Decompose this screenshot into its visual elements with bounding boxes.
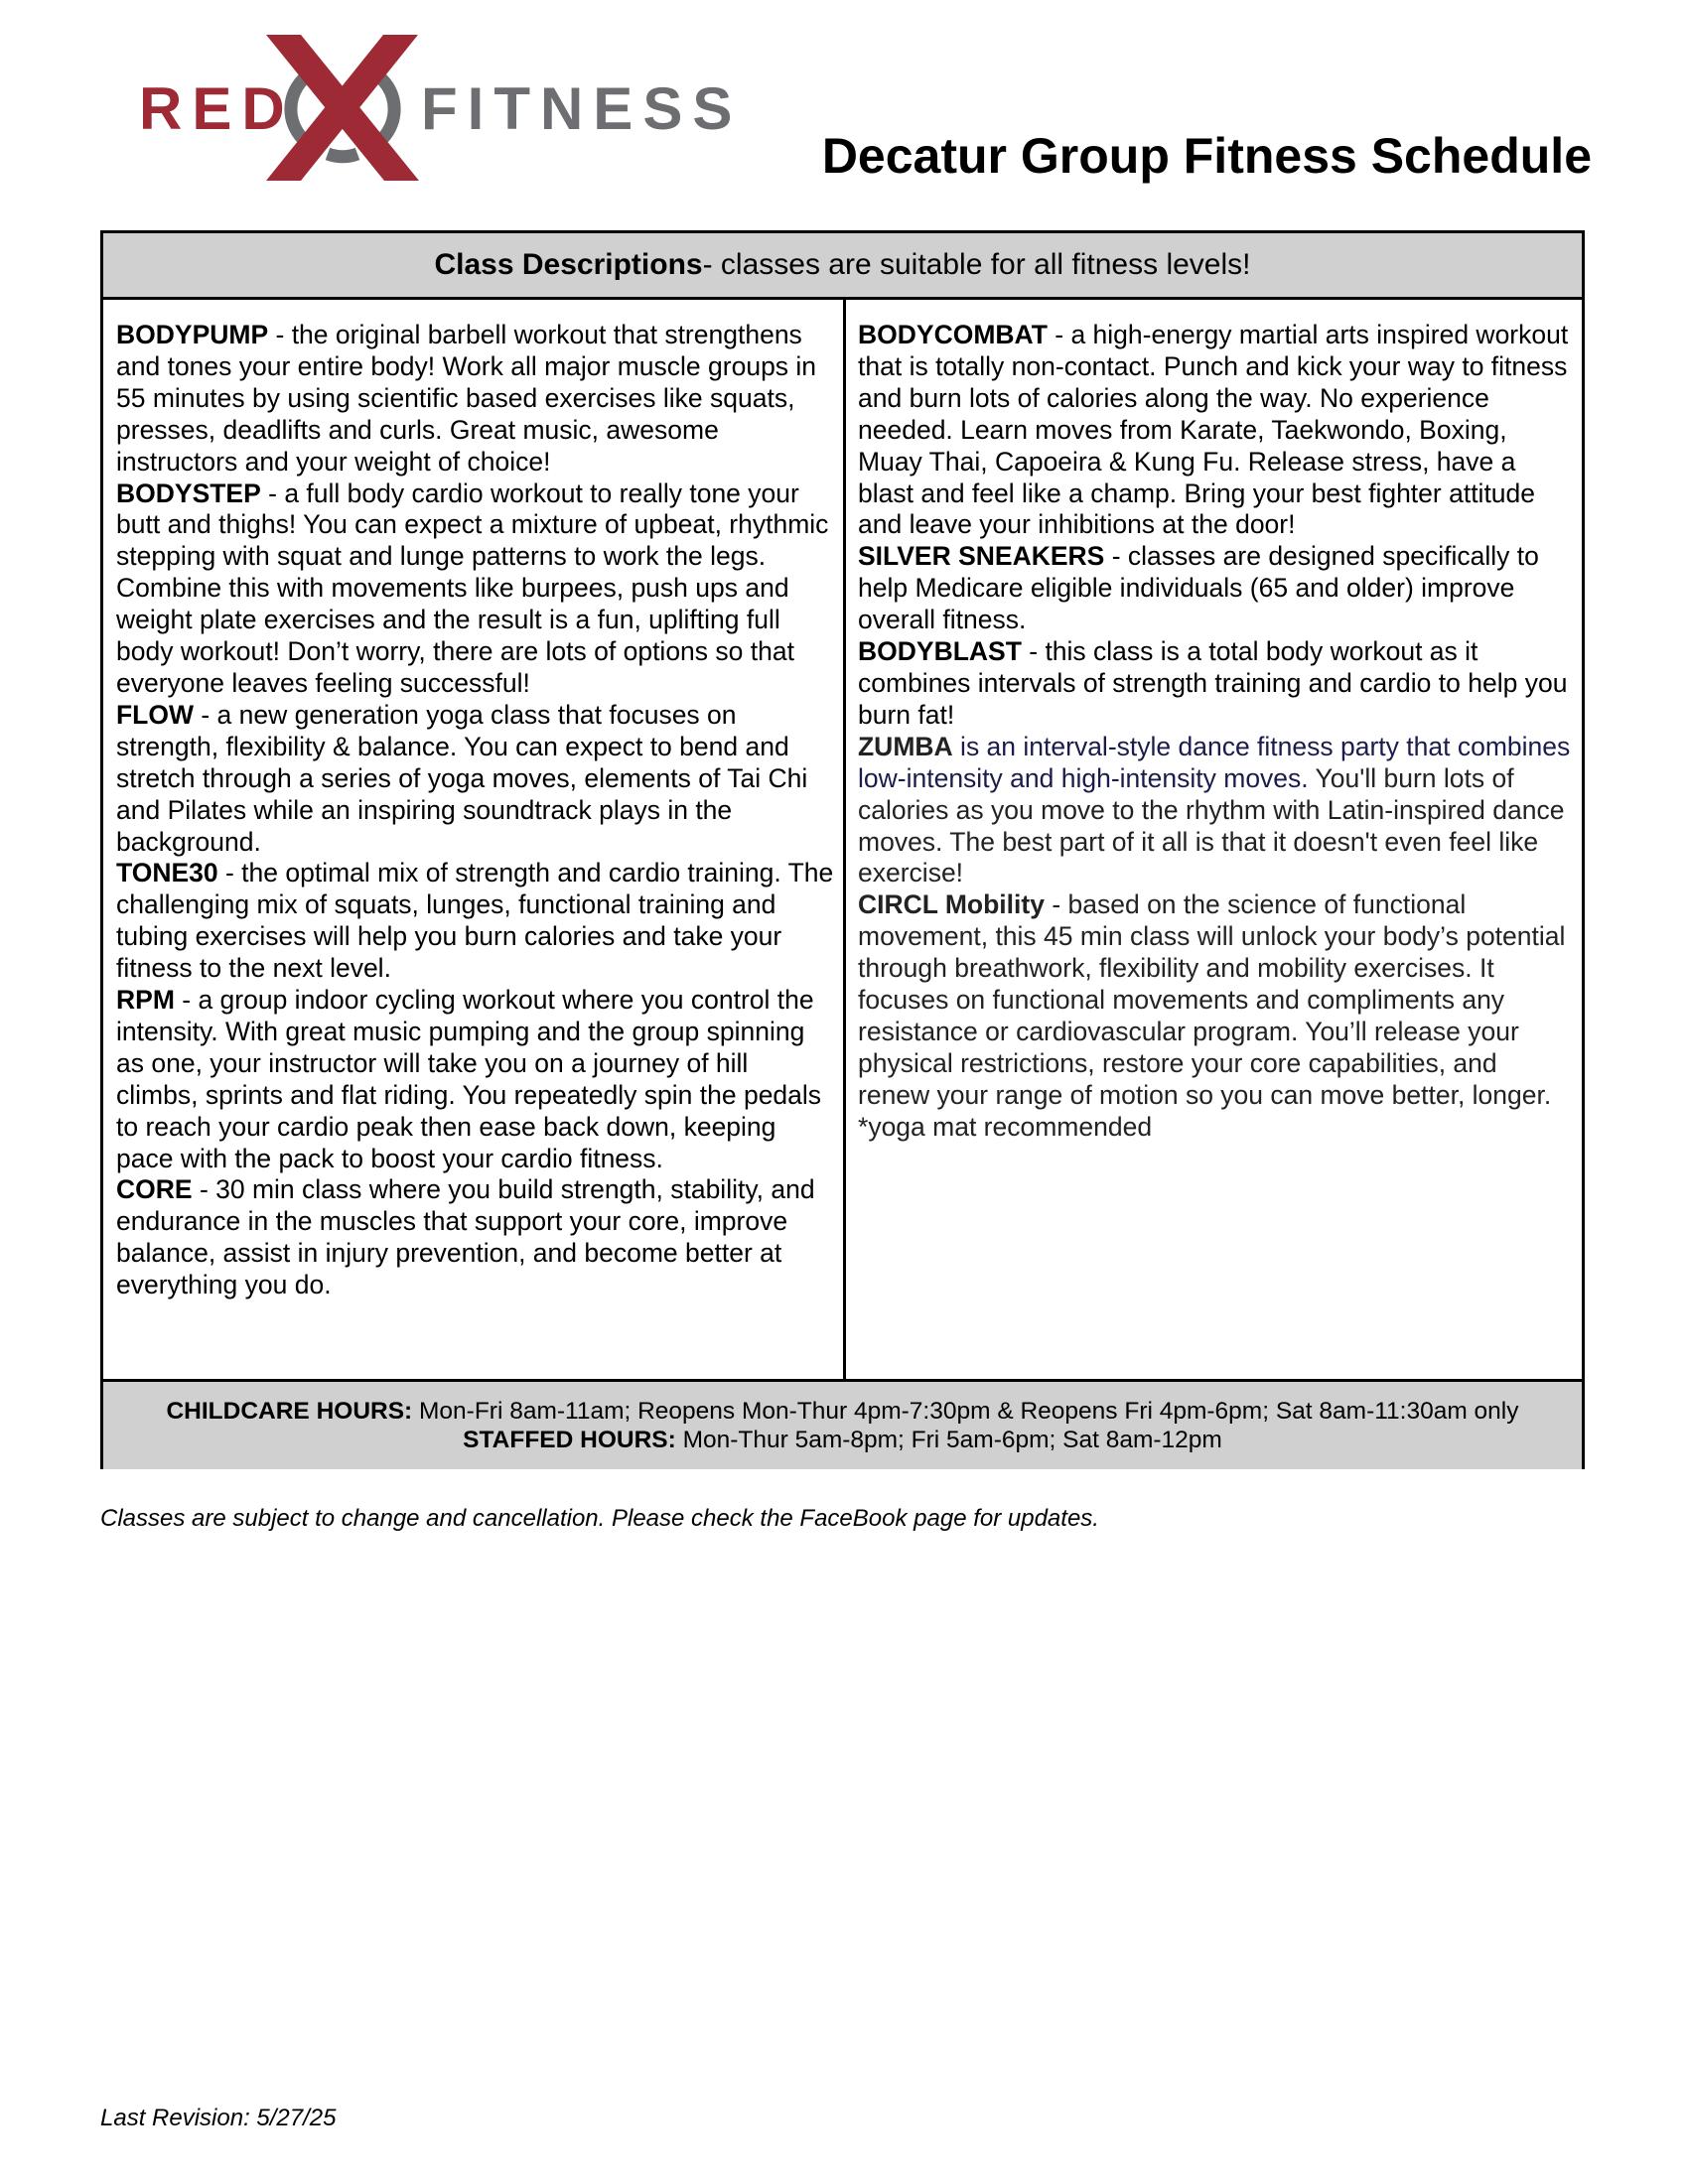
staffed-hours-label: STAFFED HOURS: bbox=[463, 1427, 676, 1453]
left-description-column bbox=[103, 300, 846, 1379]
staffed-hours-text: Mon-Thur 5am-8pm; Fri 5am-6pm; Sat 8am-12pm bbox=[675, 1427, 1222, 1453]
class-name: RPM bbox=[116, 985, 175, 1016]
class-name: FLOW bbox=[116, 699, 194, 730]
class-description-zumba bbox=[858, 732, 1574, 890]
class-name: ZUMBA bbox=[858, 731, 953, 761]
last-revision-note: Last Revision: 5/27/25 bbox=[100, 2105, 337, 2131]
class-name: BODYCOMBAT bbox=[858, 320, 1048, 349]
class-description-flow bbox=[116, 700, 835, 859]
class-descriptions-table bbox=[100, 230, 1585, 1469]
disclaimer-note: Classes are subject to change and cancellation. Please check the FaceBook page for updates. bbox=[100, 1505, 1099, 1532]
class-text: - a full body cardio workout to really tone your butt and thighs! You can expect a mixture of upbeat, rhythmic stepping with squat and lunge patterns to work the legs. Combine this with movements like burpees, push ups and weight plate exercises and the result is a fun, uplifting full body workout! Don’t worry, there are lots of options so that everyone leaves feeling successful! bbox=[116, 478, 829, 698]
class-description-silver-sneakers bbox=[858, 541, 1574, 636]
logo-word-fitness: FITNESS bbox=[421, 75, 743, 142]
class-text: - this class is a total body workout as it combines intervals of strength training and cardio to help you burn fat! bbox=[858, 636, 1568, 730]
class-description-tone30 bbox=[116, 858, 835, 985]
page-title: Decatur Group Fitness Schedule bbox=[821, 128, 1592, 184]
class-text-highlight: is an interval-style dance fitness party that combines low-intensity and high-intensity moves. bbox=[858, 731, 1571, 793]
class-name: BODYBLAST bbox=[858, 636, 1022, 667]
logo-word-red: RED bbox=[139, 75, 295, 142]
class-description-core bbox=[116, 1174, 835, 1301]
class-name: BODYSTEP bbox=[116, 478, 261, 508]
class-name: CORE bbox=[116, 1174, 193, 1205]
staffed-hours bbox=[463, 1426, 1222, 1454]
class-text: - 30 min class where you build strength, stability, and endurance in the muscles that support your core, improve balance, assist in injury prevention, and become better at everything you do. bbox=[116, 1174, 815, 1300]
class-text: - the original barbell workout that strengthens and tones your entire body! Work all major muscle groups in 55 minutes by using scientific based exercises like squats, presses, deadlifts and curls. Great music, awesome instructors and your weight of choice! bbox=[116, 320, 817, 477]
class-text: You'll burn lots of calories as you move to the rhythm with Latin-inspired dance moves. The best part of it all is that it doesn't even feel like exercise! bbox=[858, 762, 1565, 888]
class-descriptions-columns bbox=[103, 300, 1582, 1382]
red-x-fitness-logo bbox=[139, 32, 743, 186]
childcare-hours bbox=[166, 1397, 1518, 1426]
class-text: - a high-energy martial arts inspired workout that is totally non-contact. Punch and kick your way to fitness and burn lots of calories along the way. No experience needed. Learn moves from Karate, Taekwondo, Boxing, Muay Thai, Capoeira & Kung Fu. Release stress, have a blast and feel like a champ. Bring your best fighter attitude and leave your inhibitions at the door! bbox=[858, 320, 1569, 540]
class-descriptions-heading: Class Descriptions bbox=[434, 248, 703, 281]
class-description-bodycombat bbox=[858, 320, 1574, 541]
class-descriptions-subheading: - classes are suitable for all fitness levels! bbox=[702, 248, 1251, 281]
class-description-bodypump bbox=[116, 320, 835, 478]
class-description-bodyblast bbox=[858, 636, 1574, 732]
right-description-column bbox=[846, 300, 1582, 1379]
hours-footer bbox=[103, 1382, 1582, 1469]
class-text: - a group indoor cycling workout where you control the intensity. With great music pumping and the group spinning as one, your instructor will take you on a journey of hill climbs, sprints and flat riding. You repeatedly spin the pedals to reach your cardio peak then ease back down, keeping pace with the pack to boost your cardio fitness. bbox=[116, 985, 822, 1173]
class-name: CIRCL Mobility bbox=[858, 889, 1045, 920]
class-description-rpm bbox=[116, 985, 835, 1174]
class-name: BODYPUMP bbox=[116, 320, 269, 349]
class-description-circl-mobility bbox=[858, 889, 1574, 1143]
class-text: - classes are designed specifically to help Medicare eligible individuals (65 and older) improve overall fitness. bbox=[858, 541, 1539, 635]
class-description-bodystep bbox=[116, 478, 835, 700]
class-descriptions-header bbox=[103, 233, 1582, 300]
class-text: - the optimal mix of strength and cardio training. The challenging mix of squats, lunges, functional training and tubing exercises will help you burn calories and take your fitness to the next level. bbox=[116, 858, 834, 984]
class-text: - based on the science of functional movement, this 45 min class will unlock your body’s potential through breathwork, flexibility and mobility exercises. It focuses on functional movements and compliments any resistance or cardiovascular program. You’ll release your physical restrictions, restore your core capabilities, and renew your range of motion so you can move better, longer. *yoga mat recommended bbox=[858, 889, 1566, 1142]
childcare-hours-text: Mon-Fri 8am-11am; Reopens Mon-Thur 4pm-7:30pm & Reopens Fri 4pm-6pm; Sat 8am-11:30am only bbox=[412, 1398, 1519, 1425]
logo-graphic bbox=[139, 32, 743, 186]
class-name: TONE30 bbox=[116, 858, 218, 888]
logo-ring-bottom bbox=[328, 154, 357, 157]
childcare-hours-label: CHILDCARE HOURS: bbox=[166, 1398, 413, 1425]
class-text: - a new generation yoga class that focuses on strength, flexibility & balance. You can expect to bend and stretch through a series of yoga moves, elements of Tai Chi and Pilates while an inspiring soundtrack plays in the background. bbox=[116, 699, 808, 857]
class-name: SILVER SNEAKERS bbox=[858, 541, 1105, 572]
